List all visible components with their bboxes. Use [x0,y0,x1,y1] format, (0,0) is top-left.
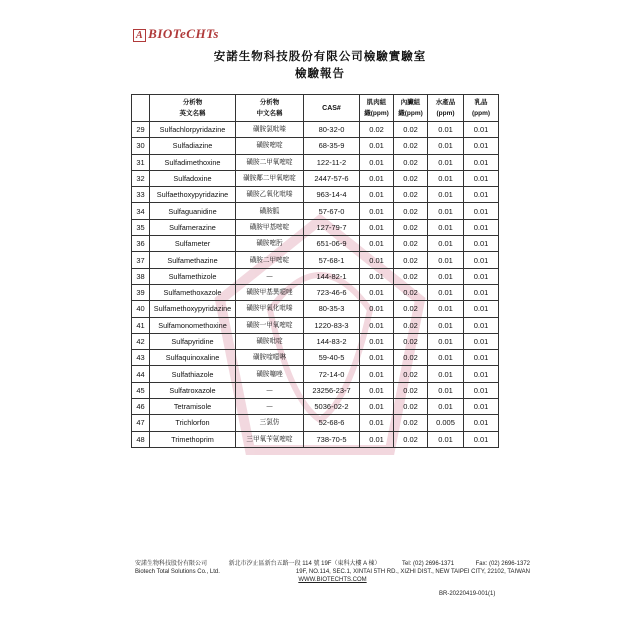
row-number: 44 [132,366,150,382]
analyte-name-zh: 磺胺甲氧化吡嗪 [236,301,304,317]
aquatic-ppm: 0.01 [428,203,464,219]
col-num [132,95,150,122]
footer-company-zh: 安諾生物科技股份有限公司 [135,561,208,567]
analyte-table [131,94,499,448]
aquatic-ppm: 0.01 [428,219,464,235]
analyte-name-en: Sulfathiazole [150,366,236,382]
cas-number: 23256-23-7 [304,382,360,398]
organ-ppm: 0.02 [394,154,428,170]
dairy-ppm: 0.01 [464,203,499,219]
analyte-name-zh: 磺胺二甲氧嘧啶 [236,154,304,170]
table-row [132,284,499,300]
table-row [132,268,499,284]
cas-number: 80-35-3 [304,301,360,317]
table-row [132,399,499,415]
organ-ppm: 0.02 [394,138,428,154]
table-header-row [132,95,499,122]
cas-number: 57-68-1 [304,252,360,268]
row-number: 39 [132,284,150,300]
cas-number: 963-14-4 [304,187,360,203]
analyte-name-zh: 磺胺二甲嘧啶 [236,252,304,268]
table-row [132,122,499,138]
analyte-name-zh: 磺胺噻唑 [236,366,304,382]
aquatic-ppm: 0.01 [428,366,464,382]
analyte-name-en: Trimethoprim [150,431,236,447]
dairy-ppm: 0.01 [464,415,499,431]
analyte-name-en: Sulfameter [150,236,236,252]
muscle-ppm: 0.01 [360,154,394,170]
analyte-name-zh: — [236,399,304,415]
row-number: 41 [132,317,150,333]
aquatic-ppm: 0.01 [428,268,464,284]
table-row [132,301,499,317]
table-row [132,154,499,170]
muscle-ppm: 0.01 [360,219,394,235]
analyte-name-zh: 磺胺嘧啶 [236,138,304,154]
aquatic-ppm: 0.01 [428,333,464,349]
table-row [132,252,499,268]
footer-company-en: Biotech Total Solutions Co., Ltd. [135,569,220,575]
analyte-name-zh: 磺胺嘧肟 [236,236,304,252]
col-name-zh: 分析物 中文名稱 [236,95,304,122]
footer-address-en: 19F, NO.114, SEC.1, XINTAI 5TH RD., XIZHI DIST., NEW TAIPEI CITY, 22102, TAIWAN [295,569,530,575]
analyte-name-en: Sulfadiazine [150,138,236,154]
muscle-ppm: 0.01 [360,252,394,268]
footer-website-link[interactable]: WWW.BIOTECHTS.COM [298,577,367,583]
muscle-ppm: 0.01 [360,350,394,366]
organ-ppm: 0.02 [394,252,428,268]
analyte-name-en: Sulfadimethoxine [150,154,236,170]
organ-ppm: 0.02 [394,284,428,300]
muscle-ppm: 0.01 [360,284,394,300]
analyte-name-en: Sulfaethoxypyridazine [150,187,236,203]
aquatic-ppm: 0.005 [428,415,464,431]
analyte-name-en: Sulfamethizole [150,268,236,284]
aquatic-ppm: 0.01 [428,154,464,170]
analyte-name-zh: 磺胺甲基異噁唑 [236,284,304,300]
organ-ppm: 0.02 [394,170,428,186]
organ-ppm: 0.02 [394,268,428,284]
analyte-name-en: Sulfamethoxazole [150,284,236,300]
table-row [132,415,499,431]
organ-ppm: 0.02 [394,187,428,203]
cas-number: 144-83-2 [304,333,360,349]
row-number: 30 [132,138,150,154]
muscle-ppm: 0.01 [360,317,394,333]
dairy-ppm: 0.01 [464,154,499,170]
cas-number: 651-06-9 [304,236,360,252]
analyte-name-zh: 磺胺氯吡嗪 [236,122,304,138]
analyte-name-en: Tetramisole [150,399,236,415]
table-row [132,236,499,252]
analyte-name-en: Sulfatroxazole [150,382,236,398]
analyte-name-en: Trichlorfon [150,415,236,431]
row-number: 33 [132,187,150,203]
table-row [132,333,499,349]
page-footer [135,560,530,584]
muscle-ppm: 0.01 [360,399,394,415]
aquatic-ppm: 0.01 [428,284,464,300]
aquatic-ppm: 0.01 [428,399,464,415]
table-row [132,431,499,447]
aquatic-ppm: 0.01 [428,170,464,186]
analyte-name-en: Sulfaguanidine [150,203,236,219]
logo-text: BIOTeCHTs [148,26,219,41]
organ-ppm: 0.02 [394,382,428,398]
dairy-ppm: 0.01 [464,219,499,235]
aquatic-ppm: 0.01 [428,350,464,366]
table-row [132,187,499,203]
dairy-ppm: 0.01 [464,317,499,333]
muscle-ppm: 0.01 [360,138,394,154]
dairy-ppm: 0.01 [464,268,499,284]
dairy-ppm: 0.01 [464,366,499,382]
dairy-ppm: 0.01 [464,252,499,268]
cas-number: 144-82-1 [304,268,360,284]
organ-ppm: 0.02 [394,122,428,138]
cas-number: 723-46-6 [304,284,360,300]
dairy-ppm: 0.01 [464,301,499,317]
aquatic-ppm: 0.01 [428,431,464,447]
aquatic-ppm: 0.01 [428,382,464,398]
row-number: 31 [132,154,150,170]
row-number: 38 [132,268,150,284]
muscle-ppm: 0.01 [360,187,394,203]
organ-ppm: 0.02 [394,317,428,333]
dairy-ppm: 0.01 [464,333,499,349]
table-body [132,122,499,448]
organ-ppm: 0.02 [394,431,428,447]
muscle-ppm: 0.01 [360,333,394,349]
muscle-ppm: 0.01 [360,170,394,186]
organ-ppm: 0.02 [394,366,428,382]
row-number: 35 [132,219,150,235]
analyte-name-zh: 磺胺喹噁啉 [236,350,304,366]
analyte-name-en: Sulfachlorpyridazine [150,122,236,138]
aquatic-ppm: 0.01 [428,236,464,252]
organ-ppm: 0.02 [394,219,428,235]
analyte-name-en: Sulfaquinoxaline [150,350,236,366]
table-row [132,138,499,154]
aquatic-ppm: 0.01 [428,301,464,317]
col-aquatic: 水產品 (ppm) [428,95,464,122]
analyte-name-zh: 磺胺吡啶 [236,333,304,349]
dairy-ppm: 0.01 [464,350,499,366]
analyte-name-zh: 磺胺胍 [236,203,304,219]
cas-number: 59-40-5 [304,350,360,366]
analyte-name-zh: — [236,268,304,284]
cas-number: 5036-02-2 [304,399,360,415]
cas-number: 738-70-5 [304,431,360,447]
muscle-ppm: 0.01 [360,203,394,219]
analyte-name-zh: 磺胺乙氧化吡嗪 [236,187,304,203]
row-number: 42 [132,333,150,349]
analyte-name-zh: — [236,382,304,398]
col-cas: CAS# [304,95,360,122]
row-number: 37 [132,252,150,268]
aquatic-ppm: 0.01 [428,122,464,138]
footer-address-zh: 新北市汐止區新台五路一段 114 號 19F（東科大樓 A 棟） [228,561,381,567]
dairy-ppm: 0.01 [464,382,499,398]
table-row [132,382,499,398]
row-number: 40 [132,301,150,317]
analyte-name-zh: 磺胺一甲氧嘧啶 [236,317,304,333]
analyte-name-zh: 三氯仿 [236,415,304,431]
logo-mark-icon: A [133,29,146,42]
muscle-ppm: 0.01 [360,366,394,382]
report-number: BR-20220419-001(1) [439,591,496,597]
analyte-name-en: Sulfadoxine [150,170,236,186]
company-logo [133,26,219,42]
aquatic-ppm: 0.01 [428,187,464,203]
aquatic-ppm: 0.01 [428,138,464,154]
row-number: 46 [132,399,150,415]
col-dairy: 乳品 (ppm) [464,95,499,122]
cas-number: 52-68-6 [304,415,360,431]
muscle-ppm: 0.02 [360,122,394,138]
cas-number: 72-14-0 [304,366,360,382]
organ-ppm: 0.02 [394,236,428,252]
muscle-ppm: 0.01 [360,236,394,252]
row-number: 47 [132,415,150,431]
row-number: 29 [132,122,150,138]
table-row [132,203,499,219]
row-number: 32 [132,170,150,186]
aquatic-ppm: 0.01 [428,317,464,333]
muscle-ppm: 0.01 [360,301,394,317]
organ-ppm: 0.02 [394,350,428,366]
row-number: 45 [132,382,150,398]
dairy-ppm: 0.01 [464,187,499,203]
analyte-name-en: Sulfapyridine [150,333,236,349]
footer-tel: Tel: (02) 2696-1371 [402,561,455,567]
dairy-ppm: 0.01 [464,284,499,300]
dairy-ppm: 0.01 [464,170,499,186]
row-number: 48 [132,431,150,447]
organ-ppm: 0.02 [394,333,428,349]
table-row [132,219,499,235]
table-row [132,170,499,186]
organ-ppm: 0.02 [394,203,428,219]
company-title: 安諾生物科技股份有限公司檢驗實驗室 [213,49,427,63]
col-muscle: 肌肉組 織(ppm) [360,95,394,122]
muscle-ppm: 0.01 [360,382,394,398]
row-number: 34 [132,203,150,219]
table-row [132,350,499,366]
analyte-name-en: Sulfamerazine [150,219,236,235]
cas-number: 122-11-2 [304,154,360,170]
row-number: 43 [132,350,150,366]
muscle-ppm: 0.01 [360,268,394,284]
cas-number: 57-67-0 [304,203,360,219]
col-organ: 內臟組 織(ppm) [394,95,428,122]
analyte-name-zh: 磺胺甲基嘧啶 [236,219,304,235]
row-number: 36 [132,236,150,252]
analyte-name-en: Sulfamethazine [150,252,236,268]
report-title: 檢驗報告 [295,66,345,80]
aquatic-ppm: 0.01 [428,252,464,268]
organ-ppm: 0.02 [394,415,428,431]
dairy-ppm: 0.01 [464,122,499,138]
organ-ppm: 0.02 [394,301,428,317]
organ-ppm: 0.02 [394,399,428,415]
dairy-ppm: 0.01 [464,138,499,154]
cas-number: 1220-83-3 [304,317,360,333]
analyte-name-zh: 磺胺鄰二甲氧嘧啶 [236,170,304,186]
cas-number: 80-32-0 [304,122,360,138]
analyte-name-en: Sulfamonomethoxine [150,317,236,333]
muscle-ppm: 0.01 [360,431,394,447]
cas-number: 127-79-7 [304,219,360,235]
analyte-name-en: Sulfamethoxypyridazine [150,301,236,317]
cas-number: 68-35-9 [304,138,360,154]
table-row [132,317,499,333]
muscle-ppm: 0.01 [360,415,394,431]
table-row [132,366,499,382]
dairy-ppm: 0.01 [464,431,499,447]
dairy-ppm: 0.01 [464,399,499,415]
footer-fax: Fax: (02) 2696-1372 [475,561,530,567]
dairy-ppm: 0.01 [464,236,499,252]
analyte-name-zh: 三甲氧苄氨嘧啶 [236,431,304,447]
cas-number: 2447-57-6 [304,170,360,186]
col-name-en: 分析物 英文名稱 [150,95,236,122]
